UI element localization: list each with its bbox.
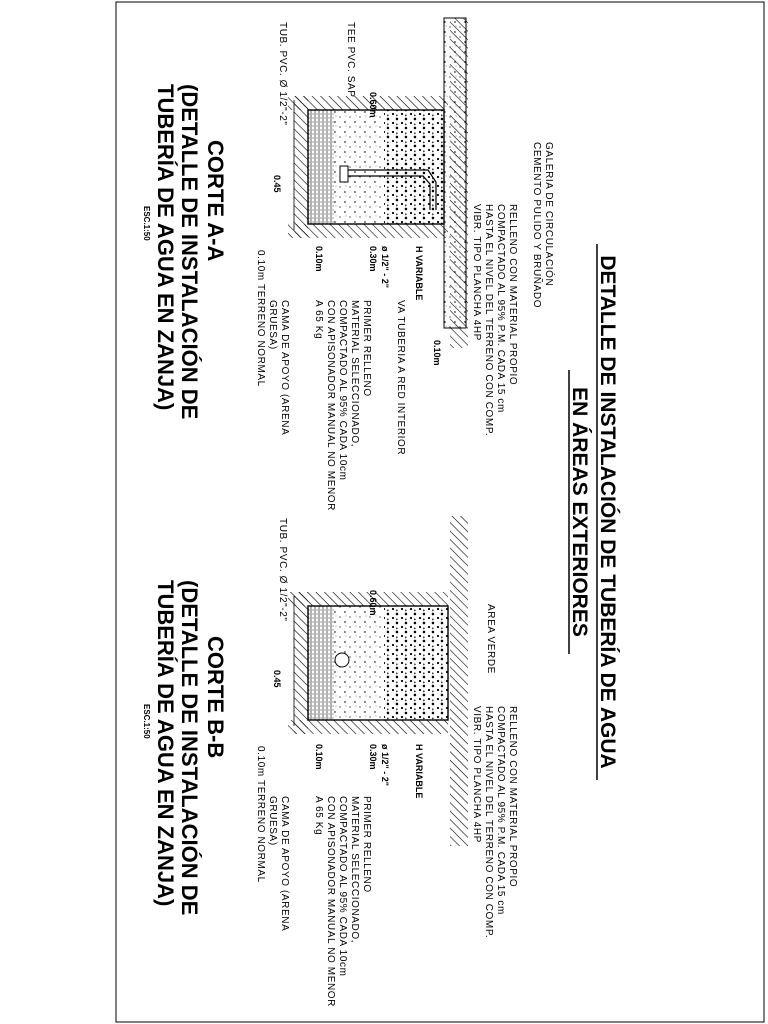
cama-line2-b: GRUESA): [267, 796, 278, 846]
primer-relleno-line4-b: CON APISONADOR MANUAL NO MENOR: [325, 796, 336, 1007]
primer-relleno-line1-b: PRIMER RELLENO: [361, 796, 372, 893]
section-a-drawing: [142, 18, 556, 511]
slab-a: [444, 18, 466, 328]
scale-a: ESC.1:50: [142, 206, 151, 241]
trench-wall-left-a: [288, 96, 448, 110]
dim-010-b: 0.10m: [314, 744, 324, 770]
dim-diam-a: ø 1/2" - 2": [380, 246, 390, 289]
h-variable-a: H VARIABLE: [414, 246, 424, 301]
rotated-drawing: [142, 18, 620, 1007]
va-tuberia-a: VA TUBERIA A RED INTERIOR: [395, 300, 406, 456]
main-title-line2: EN ÁREAS EXTERIORES: [568, 387, 591, 637]
dim-030-a: 0.30m: [368, 246, 378, 272]
galeria-line1-a: GALERIA DE CIRCULACIÓN: [543, 142, 554, 287]
primer-relleno-line4-a: CON APISONADOR MANUAL NO MENOR: [325, 300, 336, 511]
dim-030-b: 0.30m: [368, 744, 378, 770]
dim-010b-a: 0.10m: [432, 340, 442, 366]
galeria-line2-a: CEMENTO PULIDO Y BRUÑADO: [531, 142, 542, 309]
trench-wall-right-a: [288, 224, 448, 238]
dim-045-a: 0.45: [272, 175, 282, 193]
corte-bb-subtitle1: (DETALLE DE INSTALACIÓN DE: [177, 580, 202, 916]
relleno-line2-b: COMPACTADO AL 95% P.M. CADA 15 cm: [495, 706, 506, 915]
h-variable-b: H VARIABLE: [414, 744, 424, 799]
pipe-b: [335, 653, 349, 667]
cama-line2-a: GRUESA): [267, 300, 278, 350]
relleno-line2-a: COMPACTADO AL 95% P.M. CADA 15 cm: [495, 204, 506, 413]
cama-line3-b: 0.10m TERRENO NORMAL: [255, 746, 266, 883]
relleno-line3-a: HASTA EL NIVEL DEL TERRENO CON COMP.: [483, 204, 494, 437]
dim-045-b: 0.45: [272, 670, 282, 688]
area-verde-b: AREA VERDE: [485, 604, 496, 674]
tub-pvc-label-a: TUB. PVC. Ø 1/2"-2": [277, 22, 288, 126]
primer-relleno-line5-a: A 65 Kg: [313, 300, 324, 340]
relleno-line4-b: VIBR. TIPO PLANCHA 4HP: [471, 706, 482, 843]
primer-relleno-line2-a: MATERIAL SELECCIONADO,: [349, 300, 360, 448]
pipe-a: [340, 166, 348, 182]
trench-bottom-a: [294, 96, 308, 238]
scale-b: ESC.1:50: [142, 704, 151, 739]
corte-aa-title: CORTE A-A: [203, 140, 228, 262]
corte-bb-subtitle2: TUBERÍA DE AGUA EN ZANJA): [153, 580, 178, 907]
corte-aa-subtitle2: TUBERÍA DE AGUA EN ZANJA): [153, 84, 178, 411]
tub-pvc-label-b: TUB. PVC. Ø 1/2"-2": [277, 518, 288, 622]
dim-060-a: 0.60m: [368, 92, 378, 118]
relleno-line4-a: VIBR. TIPO PLANCHA 4HP: [471, 204, 482, 341]
cama-line1-a: CAMA DE APOYO (ARENA: [279, 300, 290, 436]
relleno-line3-b: HASTA EL NIVEL DEL TERRENO CON COMP.: [483, 706, 494, 939]
cama-apoyo-fill-a: [308, 110, 334, 224]
cama-line3-a: 0.10m TERRENO NORMAL: [255, 250, 266, 387]
trench-wall-left-b: [288, 592, 448, 606]
cama-line1-b: CAMA DE APOYO (ARENA: [279, 796, 290, 932]
dim-diam-b: ø 1/2" - 2": [380, 744, 390, 787]
primer-relleno-line1-a: PRIMER RELLENO: [361, 300, 372, 397]
trench-wall-right-b: [288, 720, 448, 734]
trench-bottom-b: [294, 592, 308, 734]
tee-pvc-label-a: TEE PVC. SAP: [345, 22, 356, 98]
relleno-propio-fill-a: [384, 110, 444, 224]
corte-bb-title: CORTE B-B: [203, 636, 228, 759]
main-title-line1: DETALLE DE INSTALACIÓN DE TUBERÍA DE AGUA: [596, 255, 619, 769]
primer-relleno-line2-b: MATERIAL SELECCIONADO,: [349, 796, 360, 944]
primer-relleno-line3-a: COMPACTADO AL 95% CADA 10cm: [337, 300, 348, 481]
primer-relleno-line3-b: COMPACTADO AL 95% CADA 10cm: [337, 796, 348, 977]
dim-060-b: 0.60m: [368, 590, 378, 616]
relleno-line1-a: RELLENO CON MATERIAL PROPIO: [507, 204, 518, 386]
relleno-propio-fill-b: [384, 606, 448, 720]
relleno-line1-b: RELLENO CON MATERIAL PROPIO: [507, 706, 518, 888]
section-b-drawing: [142, 516, 518, 1007]
dim-010-a: 0.10m: [314, 246, 324, 272]
cama-apoyo-fill-b: [308, 606, 334, 720]
primer-relleno-line5-b: A 65 Kg: [313, 796, 324, 836]
corte-aa-subtitle1: (DETALLE DE INSTALACIÓN DE: [177, 84, 202, 420]
earth-top-b: [450, 516, 468, 846]
